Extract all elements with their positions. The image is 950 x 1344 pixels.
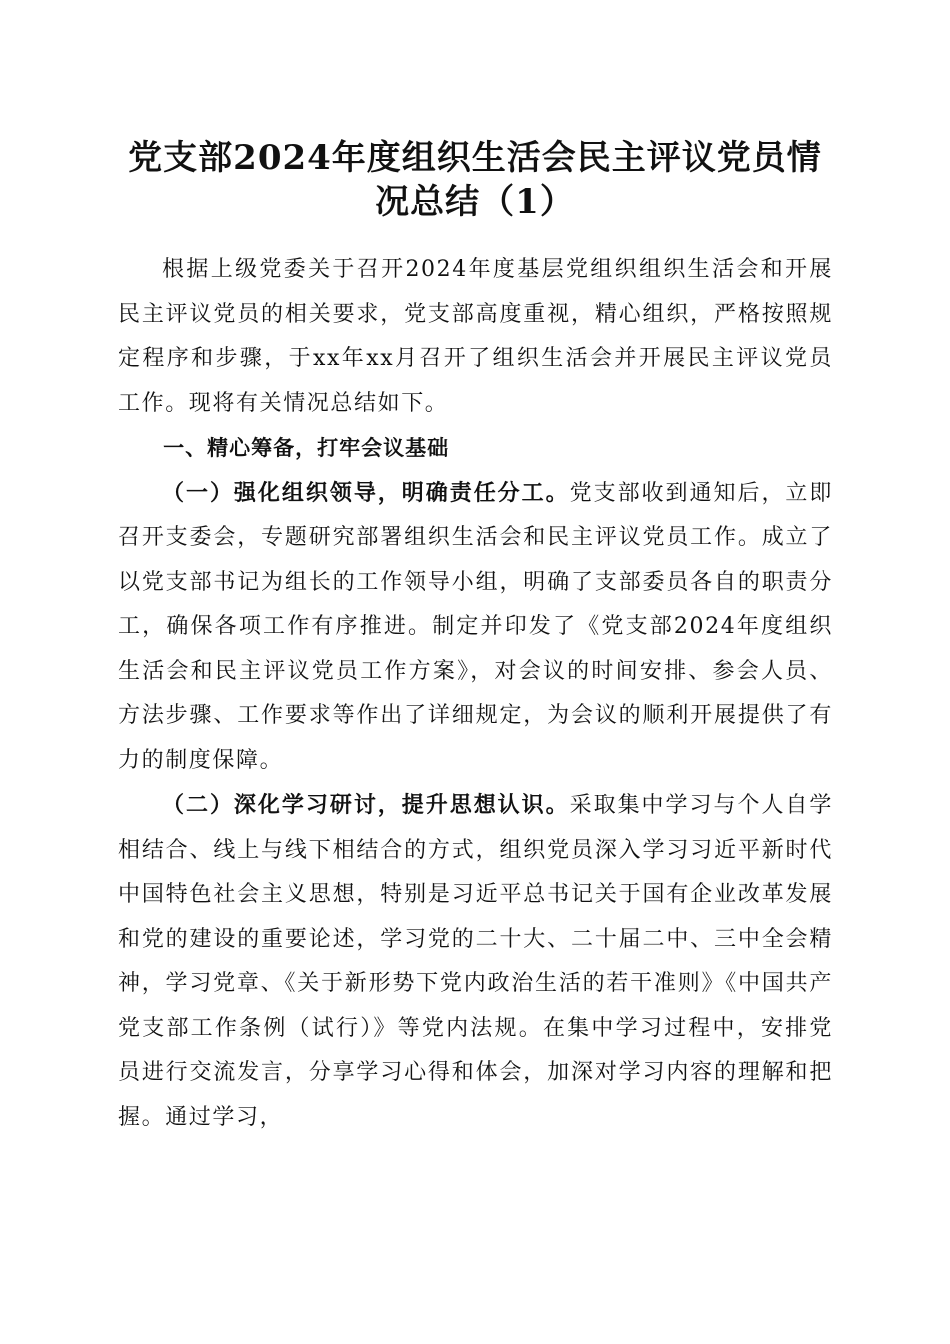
subsection-2-paragraph (118, 783, 833, 1140)
subsection-2-text: 采取集中学习与个人自学相结合、线上与线下相结合的方式，组织党员深入学习习近平新时代中国特色社会主义思想，特别是习近平总书记关于国有企业改革发展和党的建设的重要论述，学习党的二十大、二十届二中、三中全会精神，学习党章、《关于新形势下党内政治生活的若干准则》《中国共产党支部工作条例（试行）》等党内法规。在集中学习过程中，安排党员进行交流发言，分享学习心得和体会，加深对学习内容的理解和把握。通过学习， (118, 793, 833, 1130)
subsection-1-text: 党支部收到通知后，立即召开支委会，专题研究部署组织生活会和民主评议党员工作。成立了以党支部书记为组长的工作领导小组，明确了支部委员各自的职责分工，确保各项工作有序推进。制定并印发了《党支部2024年度组织生活会和民主评议党员工作方案》，对会议的时间安排、参会人员、方法步骤、工作要求等作出了详细规定，为会议的顺利开展提供了有力的制度保障。 (118, 480, 833, 773)
intro-paragraph: 根据上级党委关于召开2024年度基层党组织组织生活会和开展民主评议党员的相关要求，党支部高度重视，精心组织，严格按照规定程序和步骤，于xx年xx月召开了组织生活会并开展民主评议党员工作。现将有关情况总结如下。 (118, 257, 833, 416)
section-1-heading: 一、精心筹备，打牢会议基础 (163, 436, 450, 460)
subsection-1-lead: （一）强化组织领导，明确责任分工。 (162, 479, 570, 506)
subsection-2-lead: （二）深化学习研讨，提升思想认识。 (162, 792, 570, 818)
document-body (118, 248, 833, 1140)
title-line-2: 况总结（1） (375, 182, 575, 222)
document-title (100, 136, 850, 224)
title-line-1: 党支部2024年度组织生活会民主评议党员情 (128, 138, 822, 178)
subsection-1-paragraph (118, 471, 833, 784)
